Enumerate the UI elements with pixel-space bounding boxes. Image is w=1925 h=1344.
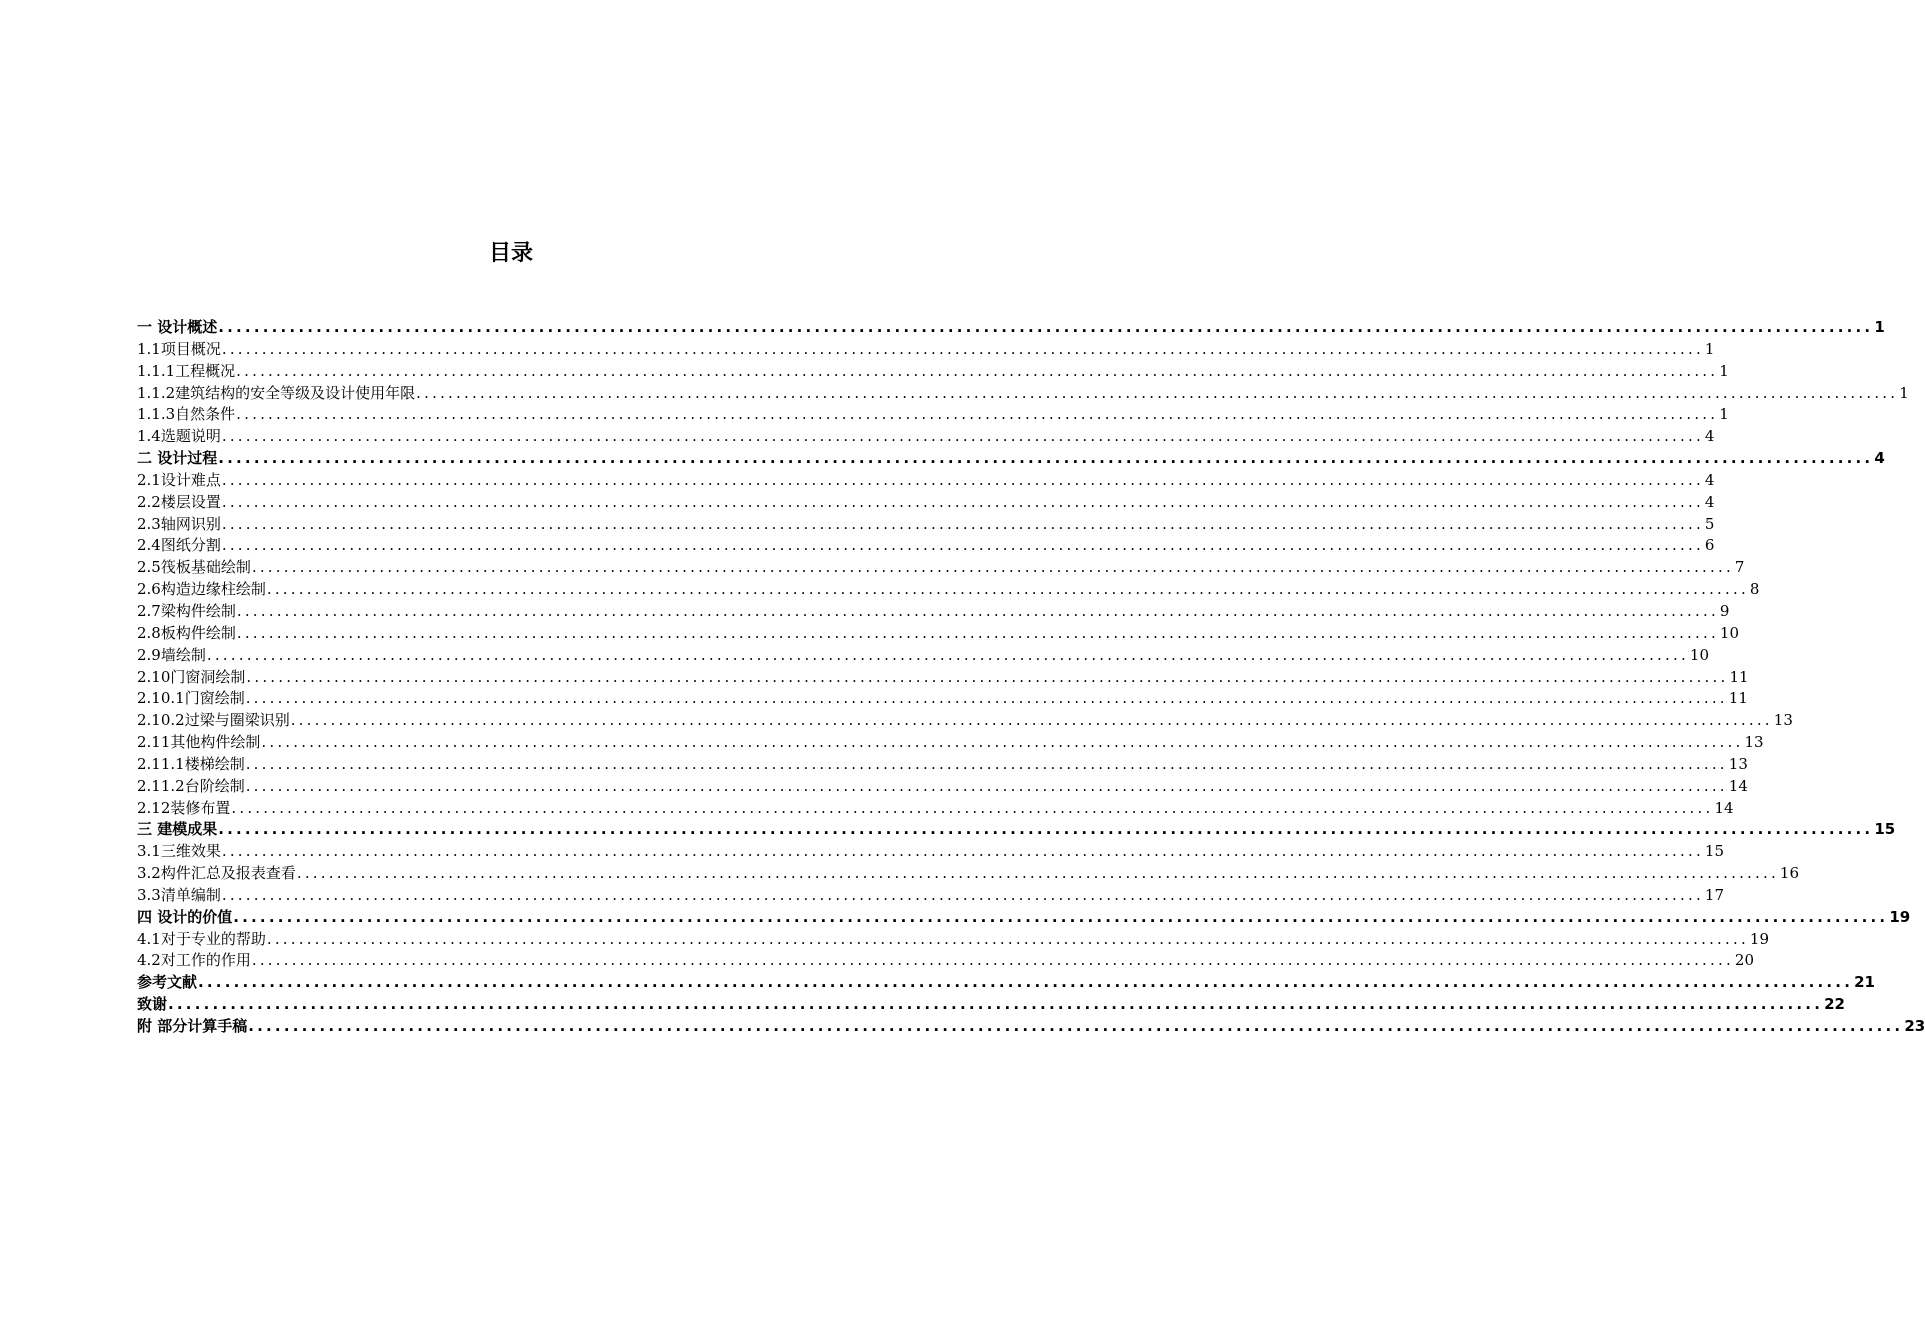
toc-entry[interactable] xyxy=(137,797,1734,819)
toc-dot-leader: .......................................................................................................................................................................................... xyxy=(245,689,1728,708)
toc-entry[interactable] xyxy=(137,382,1909,404)
toc-entry-page-number: 1 xyxy=(1899,383,1909,402)
toc-entry-title: 2.2楼层设置 xyxy=(137,492,221,511)
toc-entry[interactable] xyxy=(137,928,1770,950)
toc-dot-leader: .......................................................................................................................................................................................... xyxy=(245,754,1728,773)
toc-entry[interactable] xyxy=(137,403,1729,425)
toc-entry[interactable] xyxy=(137,316,1885,338)
toc-entry[interactable] xyxy=(137,513,1715,535)
toc-entry[interactable] xyxy=(137,884,1725,906)
toc-entry-title: 1.1项目概况 xyxy=(137,339,221,358)
toc-dot-leader: .......................................................................................................................................................................................... xyxy=(221,885,1704,904)
toc-entry-page-number: 4 xyxy=(1704,492,1715,511)
toc-entry-page-number: 23 xyxy=(1904,1017,1925,1035)
toc-entry[interactable] xyxy=(137,425,1715,447)
toc-entry-title: 2.12装修布置 xyxy=(137,798,231,817)
toc-entry[interactable] xyxy=(137,949,1755,971)
toc-dot-leader: .......................................................................................................................................................................................... xyxy=(218,449,1874,468)
toc-entry-title: 3.1三维效果 xyxy=(137,842,221,861)
toc-dot-leader: .......................................................................................................................................................................................... xyxy=(168,995,1824,1014)
toc-entry-title: 四 设计的价值 xyxy=(137,907,233,926)
toc-entry-page-number: 13 xyxy=(1744,733,1764,752)
toc-dot-leader: .......................................................................................................................................................................................... xyxy=(221,842,1704,861)
toc-entry-title: 2.1设计难点 xyxy=(137,470,221,489)
toc-entry-title: 3.2构件汇总及报表查看 xyxy=(137,864,296,883)
toc-entry[interactable] xyxy=(137,818,1896,840)
toc-entry-title: 致谢 xyxy=(137,995,168,1014)
toc-entry-title: 三 建模成果 xyxy=(137,820,218,839)
toc-dot-leader: .......................................................................................................................................................................................... xyxy=(246,667,1729,686)
toc-entry[interactable] xyxy=(137,360,1729,382)
toc-entry[interactable] xyxy=(137,971,1875,993)
toc-entry-title: 2.11.2台阶绘制 xyxy=(137,776,245,795)
toc-entry[interactable] xyxy=(137,775,1748,797)
toc-entry-page-number: 1 xyxy=(1719,405,1729,424)
toc-entry[interactable] xyxy=(137,1015,1925,1037)
toc-entry-title: 2.10.1门窗绘制 xyxy=(137,689,245,708)
toc-dot-leader: .......................................................................................................................................................................................... xyxy=(206,645,1689,664)
toc-list xyxy=(137,316,1925,1037)
toc-entry-page-number: 22 xyxy=(1824,995,1845,1014)
toc-entry-page-number: 21 xyxy=(1854,973,1875,992)
toc-entry-title: 1.1.2建筑结构的安全等级及设计使用年限 xyxy=(137,383,416,402)
toc-dot-leader: .......................................................................................................................................................................................... xyxy=(261,733,1744,752)
toc-entry-page-number: 6 xyxy=(1704,536,1715,555)
toc-entry-title: 2.6构造边缘柱绘制 xyxy=(137,580,266,599)
toc-entry-page-number: 17 xyxy=(1704,885,1725,904)
toc-entry-page-number: 14 xyxy=(1714,798,1734,817)
toc-entry-title: 4.1对于专业的帮助 xyxy=(137,929,266,948)
toc-dot-leader: .......................................................................................................................................................................................... xyxy=(251,558,1734,577)
toc-dot-leader: .......................................................................................................................................................................................... xyxy=(221,514,1704,533)
toc-entry-title: 2.10门窗洞绘制 xyxy=(137,667,246,686)
toc-entry-title: 4.2对工作的作用 xyxy=(137,951,251,970)
toc-entry-title: 参考文献 xyxy=(137,973,198,992)
toc-title: 目录 xyxy=(488,241,533,266)
toc-entry[interactable] xyxy=(137,447,1885,469)
toc-entry-page-number: 5 xyxy=(1704,514,1715,533)
toc-entry[interactable] xyxy=(137,534,1715,556)
toc-entry[interactable] xyxy=(137,993,1845,1015)
toc-dot-leader: .......................................................................................................................................................................................... xyxy=(251,951,1734,970)
toc-dot-leader: .......................................................................................................................................................................................... xyxy=(248,1017,1904,1035)
toc-dot-leader: .......................................................................................................................................................................................... xyxy=(236,361,1719,380)
toc-dot-leader: .......................................................................................................................................................................................... xyxy=(198,973,1854,992)
toc-entry-title: 1.4选题说明 xyxy=(137,427,221,446)
toc-entry-page-number: 13 xyxy=(1728,754,1748,773)
toc-entry[interactable] xyxy=(137,622,1740,644)
toc-entry-page-number: 19 xyxy=(1749,929,1770,948)
toc-entry-page-number: 4 xyxy=(1874,449,1885,468)
toc-entry-title: 2.11其他构件绘制 xyxy=(137,733,261,752)
toc-entry-page-number: 13 xyxy=(1773,711,1793,730)
toc-entry-page-number: 1 xyxy=(1704,339,1715,358)
toc-entry-page-number: 16 xyxy=(1779,864,1800,883)
toc-entry[interactable] xyxy=(137,687,1748,709)
toc-entry-title: 2.10.2过梁与圈梁识别 xyxy=(137,711,290,730)
toc-dot-leader: .......................................................................................................................................................................................... xyxy=(266,580,1749,599)
toc-entry-page-number: 11 xyxy=(1728,689,1748,708)
toc-entry[interactable] xyxy=(137,600,1730,622)
toc-dot-leader: .......................................................................................................................................................................................... xyxy=(221,470,1704,489)
toc-dot-leader: .......................................................................................................................................................................................... xyxy=(221,427,1704,446)
toc-entry-page-number: 11 xyxy=(1729,667,1749,686)
toc-entry-page-number: 1 xyxy=(1719,361,1729,380)
toc-entry-title: 2.5筏板基础绘制 xyxy=(137,558,251,577)
toc-entry[interactable] xyxy=(137,840,1725,862)
toc-dot-leader: .......................................................................................................................................................................................... xyxy=(245,776,1728,795)
toc-entry-page-number: 4 xyxy=(1704,470,1715,489)
toc-entry[interactable] xyxy=(137,469,1715,491)
toc-dot-leader: .......................................................................................................................................................................................... xyxy=(236,601,1719,620)
toc-entry[interactable] xyxy=(137,709,1793,731)
toc-dot-leader: .......................................................................................................................................................................................... xyxy=(218,318,1874,336)
toc-entry-page-number: 8 xyxy=(1749,580,1760,599)
toc-dot-leader: .......................................................................................................................................................................................... xyxy=(236,405,1719,424)
toc-entry-title: 2.7梁构件绘制 xyxy=(137,601,236,620)
toc-dot-leader: .......................................................................................................................................................................................... xyxy=(416,383,1899,402)
toc-entry-title: 2.4图纸分割 xyxy=(137,536,221,555)
toc-entry-page-number: 9 xyxy=(1719,601,1730,620)
toc-entry-title: 2.9墙绘制 xyxy=(137,645,206,664)
toc-entry[interactable] xyxy=(137,753,1748,775)
toc-dot-leader: .......................................................................................................................................................................................... xyxy=(231,798,1714,817)
toc-entry-page-number: 4 xyxy=(1704,427,1715,446)
toc-entry-page-number: 14 xyxy=(1728,776,1748,795)
toc-entry-page-number: 10 xyxy=(1689,645,1710,664)
toc-dot-leader: .......................................................................................................................................................................................... xyxy=(233,907,1889,926)
toc-entry-page-number: 15 xyxy=(1704,842,1725,861)
toc-dot-leader: .......................................................................................................................................................................................... xyxy=(221,339,1704,358)
toc-dot-leader: .......................................................................................................................................................................................... xyxy=(290,711,1773,730)
toc-entry-title: 2.11.1楼梯绘制 xyxy=(137,754,245,773)
toc-dot-leader: .......................................................................................................................................................................................... xyxy=(296,864,1779,883)
toc-entry-title: 2.8板构件绘制 xyxy=(137,623,236,642)
toc-dot-leader: .......................................................................................................................................................................................... xyxy=(266,929,1749,948)
toc-entry[interactable] xyxy=(137,906,1911,928)
toc-entry-title: 附 部分计算手稿 xyxy=(137,1017,248,1035)
toc-entry-title: 2.3轴网识别 xyxy=(137,514,221,533)
toc-entry-page-number: 1 xyxy=(1874,318,1885,336)
toc-entry[interactable] xyxy=(137,491,1715,513)
toc-dot-leader: .......................................................................................................................................................................................... xyxy=(221,492,1704,511)
toc-entry-title: 1.1.3自然条件 xyxy=(137,405,236,424)
toc-entry-page-number: 15 xyxy=(1874,820,1896,839)
toc-entry-title: 二 设计过程 xyxy=(137,449,218,468)
toc-entry[interactable] xyxy=(137,578,1760,600)
toc-dot-leader: .......................................................................................................................................................................................... xyxy=(221,536,1704,555)
toc-entry[interactable] xyxy=(137,862,1800,884)
toc-dot-leader: .......................................................................................................................................................................................... xyxy=(236,623,1719,642)
toc-entry[interactable] xyxy=(137,556,1745,578)
toc-entry-title: 3.3清单编制 xyxy=(137,885,221,904)
toc-dot-leader: .......................................................................................................................................................................................... xyxy=(218,820,1874,839)
toc-entry-title: 一 设计概述 xyxy=(137,318,218,336)
toc-entry[interactable] xyxy=(137,338,1715,360)
toc-entry-title: 1.1.1工程概况 xyxy=(137,361,236,380)
toc-entry-page-number: 7 xyxy=(1734,558,1745,577)
toc-entry-page-number: 10 xyxy=(1719,623,1740,642)
toc-entry[interactable] xyxy=(137,644,1710,666)
toc-entry[interactable] xyxy=(137,731,1764,753)
toc-entry-page-number: 19 xyxy=(1889,907,1911,926)
toc-entry-page-number: 20 xyxy=(1734,951,1755,970)
toc-entry[interactable] xyxy=(137,666,1749,688)
